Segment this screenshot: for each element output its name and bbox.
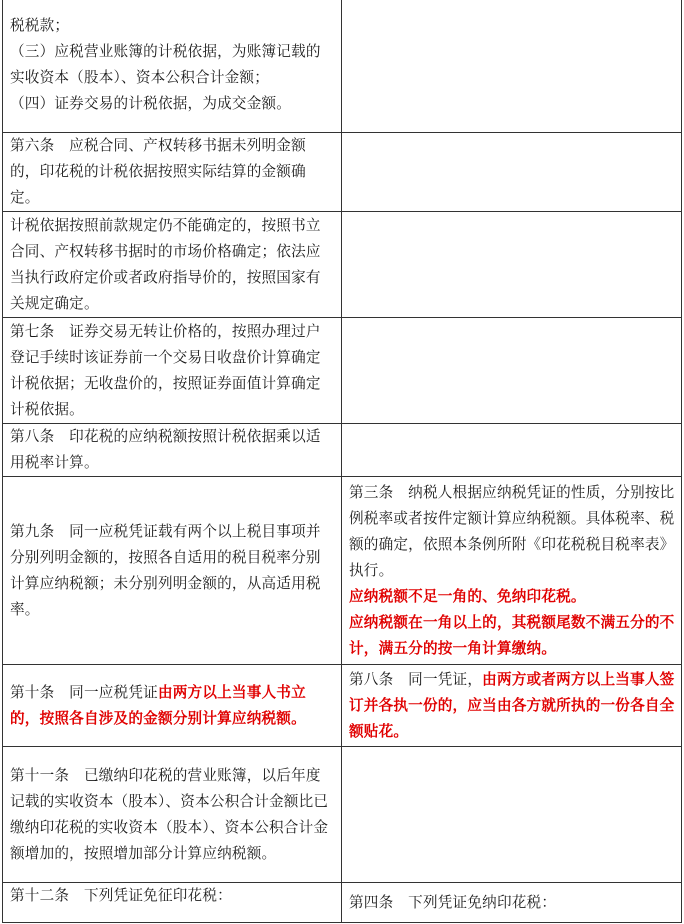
left-cell [3,133,342,212]
article-7-text: 第七条 证券交易无转让价格的，按照办理过户登记手续时该证券前一个交易日收盘价计算确定计税依据；无收盘价的，按照证券面值计算确定计税依据。 [10,322,321,418]
text-line: （三）应税营业账簿的计税依据，为账簿记载的实收资本（股本）、资本公积合计金额； [10,42,321,86]
left-cell [3,477,342,665]
right-cell [342,212,682,318]
table-row [3,133,682,212]
right-cell [342,665,682,747]
table-row [3,477,682,665]
left-cell [3,0,342,133]
left-cell [3,212,342,318]
table-row [3,424,682,477]
right-cell [342,424,682,477]
text-line: 税税款； [10,16,70,34]
comparison-table [2,0,682,923]
article-10-text: 第十条 同一应税凭证 [10,683,158,701]
article-8-old-highlight: 由两方或者两方以上当事人签订并各执一份的，应当由各方就所执的一份各自全额贴花。 [349,670,675,740]
article-8-old-text: 第八条 同一凭证， [349,670,483,688]
article-3-text: 第三条 纳税人根据应纳税凭证的性质，分别按比例税率或者按件定额计算应纳税额。具体税率、税额的确定，依照本条例所附《印花税税目税率表》执行。 [349,483,675,579]
right-cell [342,747,682,883]
right-cell [342,133,682,212]
article-12-text: 第十二条 下列凭证免征印花税： [10,887,232,904]
article-6-text: 第六条 应税合同、产权转移书据未列明金额的，印花税的计税依据按照实际结算的金额确定。 [10,137,306,206]
left-cell [3,747,342,883]
article-9-text: 第九条 同一应税凭证载有两个以上税目事项并分别列明金额的，按照各自适用的税目税率分别计算应纳税额；未分别列明金额的，从高适用税率。 [10,522,321,618]
table-row [3,747,682,883]
left-cell [3,424,342,477]
text-line: （四）证券交易的计税依据，为成交金额。 [10,94,292,112]
right-cell [342,477,682,665]
paragraph-text: 计税依据按照前款规定仍不能确定的，按照书立合同、产权转移书据时的市场价格确定；依法应当执行政府定价或者政府指导价的，按照国家有关规定确定。 [10,216,321,312]
right-cell [342,883,682,923]
left-cell [3,883,342,923]
article-8-text: 第八条 印花税的应纳税额按照计税依据乘以适用税率计算。 [10,428,321,471]
left-cell [3,318,342,424]
article-3-highlight: 应纳税额在一角以上的，其税额尾数不满五分的不计，满五分的按一角计算缴纳。 [349,613,675,657]
right-cell [342,318,682,424]
article-3-highlight: 应纳税额不足一角的、免纳印花税。 [349,587,586,605]
article-10-highlight: 由两方以上当事人书立的，按照各自涉及的金额分别计算应纳税额。 [10,683,306,727]
table-row [3,665,682,747]
right-cell [342,0,682,133]
table-row [3,212,682,318]
table-row [3,0,682,133]
table-row [3,318,682,424]
article-11-text: 第十一条 已缴纳印花税的营业账簿，以后年度记载的实收资本（股本）、资本公积合计金额比已缴纳印花税的实收资本（股本）、资本公积合计金额增加的，按照增加部分计算应纳税额。 [10,766,329,862]
left-cell [3,665,342,747]
table-row [3,883,682,923]
article-4-text: 第四条 下列凭证免纳印花税： [349,893,557,911]
